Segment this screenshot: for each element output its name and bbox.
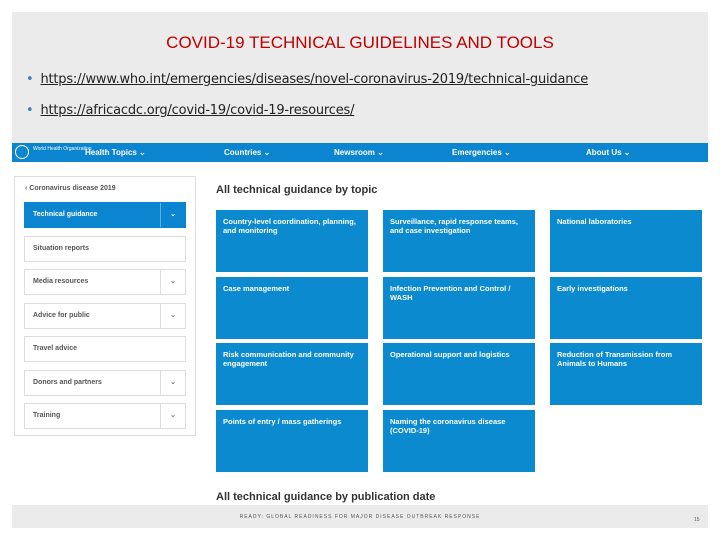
- chevron-left-icon: ‹: [25, 185, 30, 192]
- sidebar-item[interactable]: [24, 236, 186, 262]
- topic-tile[interactable]: Points of entry / mass gatherings: [216, 410, 368, 472]
- topic-tile[interactable]: Naming the coronavirus disease (COVID-19): [383, 410, 535, 472]
- sidebar-item-label: Media resources: [33, 278, 89, 285]
- sidebar-item-label: Donors and partners: [33, 378, 102, 386]
- nav-newsroom[interactable]: Newsroom ⌄: [334, 148, 384, 157]
- nav-health-topics[interactable]: Health Topics ⌄: [85, 148, 146, 157]
- back-label: Coronavirus disease 2019: [29, 185, 116, 192]
- topic-tile[interactable]: Reduction of Transmission from Animals to Humans: [550, 343, 702, 405]
- topic-tile[interactable]: Early investigations: [550, 277, 702, 339]
- back-link[interactable]: [25, 185, 116, 192]
- sidebar-item[interactable]: [24, 370, 186, 396]
- slide-footer: READY: GLOBAL READINESS FOR MAJOR DISEASE OUTBREAK RESPONSE: [239, 514, 481, 520]
- sidebar-item[interactable]: [24, 403, 186, 429]
- bullet-icon: •: [26, 103, 34, 118]
- heading-by-topic: All technical guidance by topic: [216, 184, 378, 196]
- top-nav: [12, 143, 708, 162]
- nav-countries[interactable]: Countries ⌄: [224, 148, 271, 157]
- sidebar-item-label: Travel advice: [33, 345, 77, 352]
- sidebar: [14, 176, 196, 436]
- nav-emergencies[interactable]: Emergencies ⌄: [452, 148, 511, 157]
- sidebar-item[interactable]: [24, 336, 186, 362]
- chevron-down-icon[interactable]: ⌄: [160, 404, 185, 428]
- sidebar-item-label: Situation reports: [33, 244, 90, 252]
- who-screenshot: [12, 143, 708, 505]
- who-logo-text[interactable]: World Health Organization: [33, 146, 92, 152]
- bullet-icon: •: [26, 72, 34, 87]
- sidebar-item[interactable]: [24, 202, 186, 228]
- heading-by-date: All technical guidance by publication date: [216, 491, 436, 503]
- chevron-down-icon[interactable]: ⌄: [160, 371, 185, 395]
- topic-tile[interactable]: Country-level coordination, planning, and monitoring: [216, 210, 368, 272]
- topic-tile[interactable]: Surveillance, rapid response teams, and case investigation: [383, 210, 535, 272]
- page-number: 15: [694, 517, 700, 523]
- topic-tile[interactable]: Case management: [216, 277, 368, 339]
- sidebar-item[interactable]: [24, 303, 186, 329]
- slide-title: COVID-19 TECHNICAL GUIDELINES AND TOOLS: [166, 33, 554, 52]
- topic-tile[interactable]: Operational support and logistics: [383, 343, 535, 405]
- link-africacdc[interactable]: [26, 103, 354, 118]
- who-logo-icon[interactable]: [15, 145, 29, 159]
- link-who[interactable]: [26, 72, 588, 87]
- link-who-text[interactable]: https://www.who.int/emergencies/diseases/novel-coronavirus-2019/technical-guidance: [40, 72, 589, 87]
- chevron-down-icon[interactable]: ⌄: [160, 203, 185, 227]
- link-africacdc-text[interactable]: https://africacdc.org/covid-19/covid-19-resources/: [40, 103, 355, 118]
- topic-tile[interactable]: Infection Prevention and Control / WASH: [383, 277, 535, 339]
- sidebar-item[interactable]: [24, 269, 186, 295]
- sidebar-item-label: Advice for public: [33, 311, 90, 319]
- nav-about-us[interactable]: About Us ⌄: [586, 148, 631, 157]
- chevron-down-icon[interactable]: ⌄: [160, 270, 185, 294]
- chevron-down-icon[interactable]: ⌄: [160, 304, 185, 328]
- topic-tile[interactable]: Risk communication and community engagement: [216, 343, 368, 405]
- sidebar-item-label: Training: [33, 412, 61, 419]
- topic-tile[interactable]: National laboratories: [550, 210, 702, 272]
- sidebar-item-label: Technical guidance: [33, 211, 98, 218]
